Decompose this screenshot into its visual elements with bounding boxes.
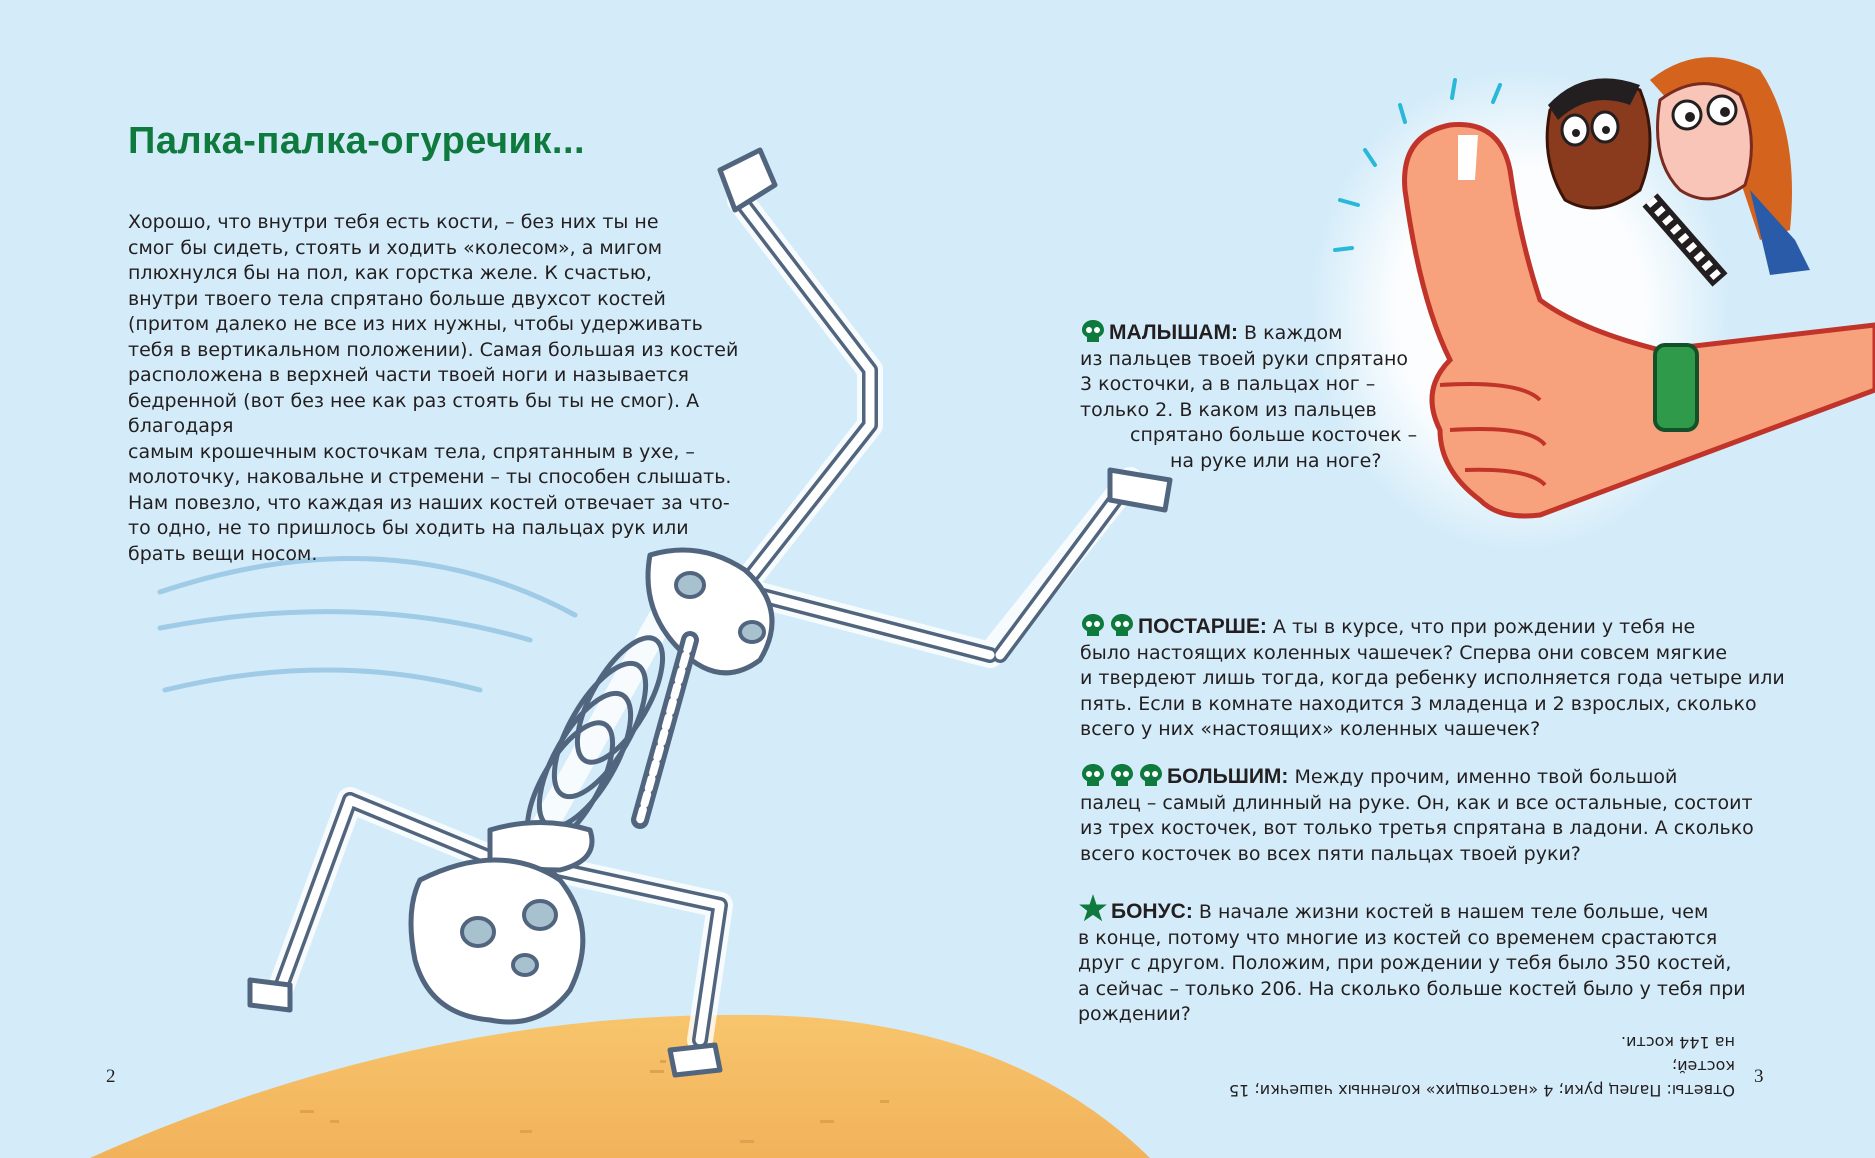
page-title: Палка-палка-огуречик... [128, 120, 586, 162]
motion-lines [160, 559, 575, 690]
task-small [1080, 318, 1417, 474]
task-bonus-line: а сейчас – только 206. На сколько больше костей было у тебя при [1078, 977, 1746, 1000]
task-older-label: ПОСТАРШЕ: [1138, 615, 1267, 638]
skull-icon [1138, 762, 1164, 788]
task-small-line: 3 косточки, а в пальцах ног – [1080, 373, 1376, 395]
task-small-label: МАЛЫШАМ: [1109, 321, 1238, 344]
task-bonus-label: БОНУС: [1111, 900, 1193, 923]
task-older-line: пять. Если в комнате находится 3 младенца и 2 взрослых, сколько [1080, 692, 1757, 715]
task-bonus-line: друг с другом. Положим, при рождении у тебя было 350 костей, [1078, 952, 1732, 974]
task-big-line: из трех косточек, вот только третья спрятана в ладони. А сколько [1080, 817, 1754, 839]
task-big-label: БОЛЬШИМ: [1167, 765, 1289, 788]
task-small-line: на руке или на ноге? [1170, 449, 1382, 472]
page-number-left: 2 [106, 1066, 116, 1087]
upside-down-answers: Ответы: Палец руки; 4 «настоящих» коленных чашечки; 15 костей; на 144 кости. [1228, 1033, 1735, 1100]
task-small-line: спрятано больше косточек – [1130, 424, 1418, 446]
sand-mound [90, 1015, 1150, 1158]
task-big-line: Между прочим, именно твой большой [1294, 766, 1678, 788]
task-bonus [1078, 893, 1746, 1028]
task-small-line: из пальцев твоей руки спрятано [1080, 347, 1409, 370]
task-bonus-line: рождении? [1078, 1003, 1191, 1025]
task-big-line: всего косточек во всех пяти пальцах твоей руки? [1080, 842, 1581, 865]
task-older [1080, 612, 1785, 743]
page-number-right: 3 [1754, 1066, 1764, 1087]
task-big [1080, 762, 1754, 867]
skull-icon [1080, 612, 1106, 638]
task-older-line: и твердеют лишь тогда, когда ребенку исполняется года четыре или [1080, 667, 1785, 689]
skull-icon [1109, 762, 1135, 788]
task-small-line: только 2. В каком из пальцев [1080, 398, 1377, 421]
intro-paragraph: Хорошо, что внутри тебя есть кости, – без них ты не смог бы сидеть, стоять и ходить «колесом», а мигом плюхнулся бы на пол, как горстка желе. К счастью, внутри твоего тела спрятано больше двухсот костей (притом далеко не все из них нужны, чтобы удерживать тебя в вертикальном положении). Самая большая из костей расположена в верхней части твоей ноги и называется бедренной (вот без нее как раз стоять бы ты не смог). А благодаря самым крошечным косточкам тела, спрятанным в ухе, – молоточку, наковальне и стремени – ты способен слышать. Нам повезло, что каждая из наших костей отвечает за что- то одно, не то пришлось бы ходить на пальцах рук или брать вещи носом. [128, 211, 739, 565]
task-older-line: всего у них «настоящих» коленных чашечек? [1080, 718, 1541, 740]
task-big-line: палец – самый длинный на руке. Он, как и все остальные, состоит [1080, 791, 1753, 814]
skull-icon [1109, 612, 1135, 638]
task-small-line: В каждом [1244, 322, 1343, 344]
task-bonus-line: В начале жизни костей в нашем теле больше, чем [1198, 901, 1709, 923]
task-older-line: А ты в курсе, что при рождении у тебя не [1272, 616, 1696, 638]
task-bonus-line: в конце, потому что многие из костей со временем срастаются [1078, 926, 1718, 949]
skull-icon [1080, 762, 1106, 788]
skull-icon [1080, 318, 1106, 344]
task-older-line: было настоящих коленных чашечек? Сперва они совсем мягкие [1080, 641, 1728, 664]
star-icon [1078, 893, 1108, 923]
